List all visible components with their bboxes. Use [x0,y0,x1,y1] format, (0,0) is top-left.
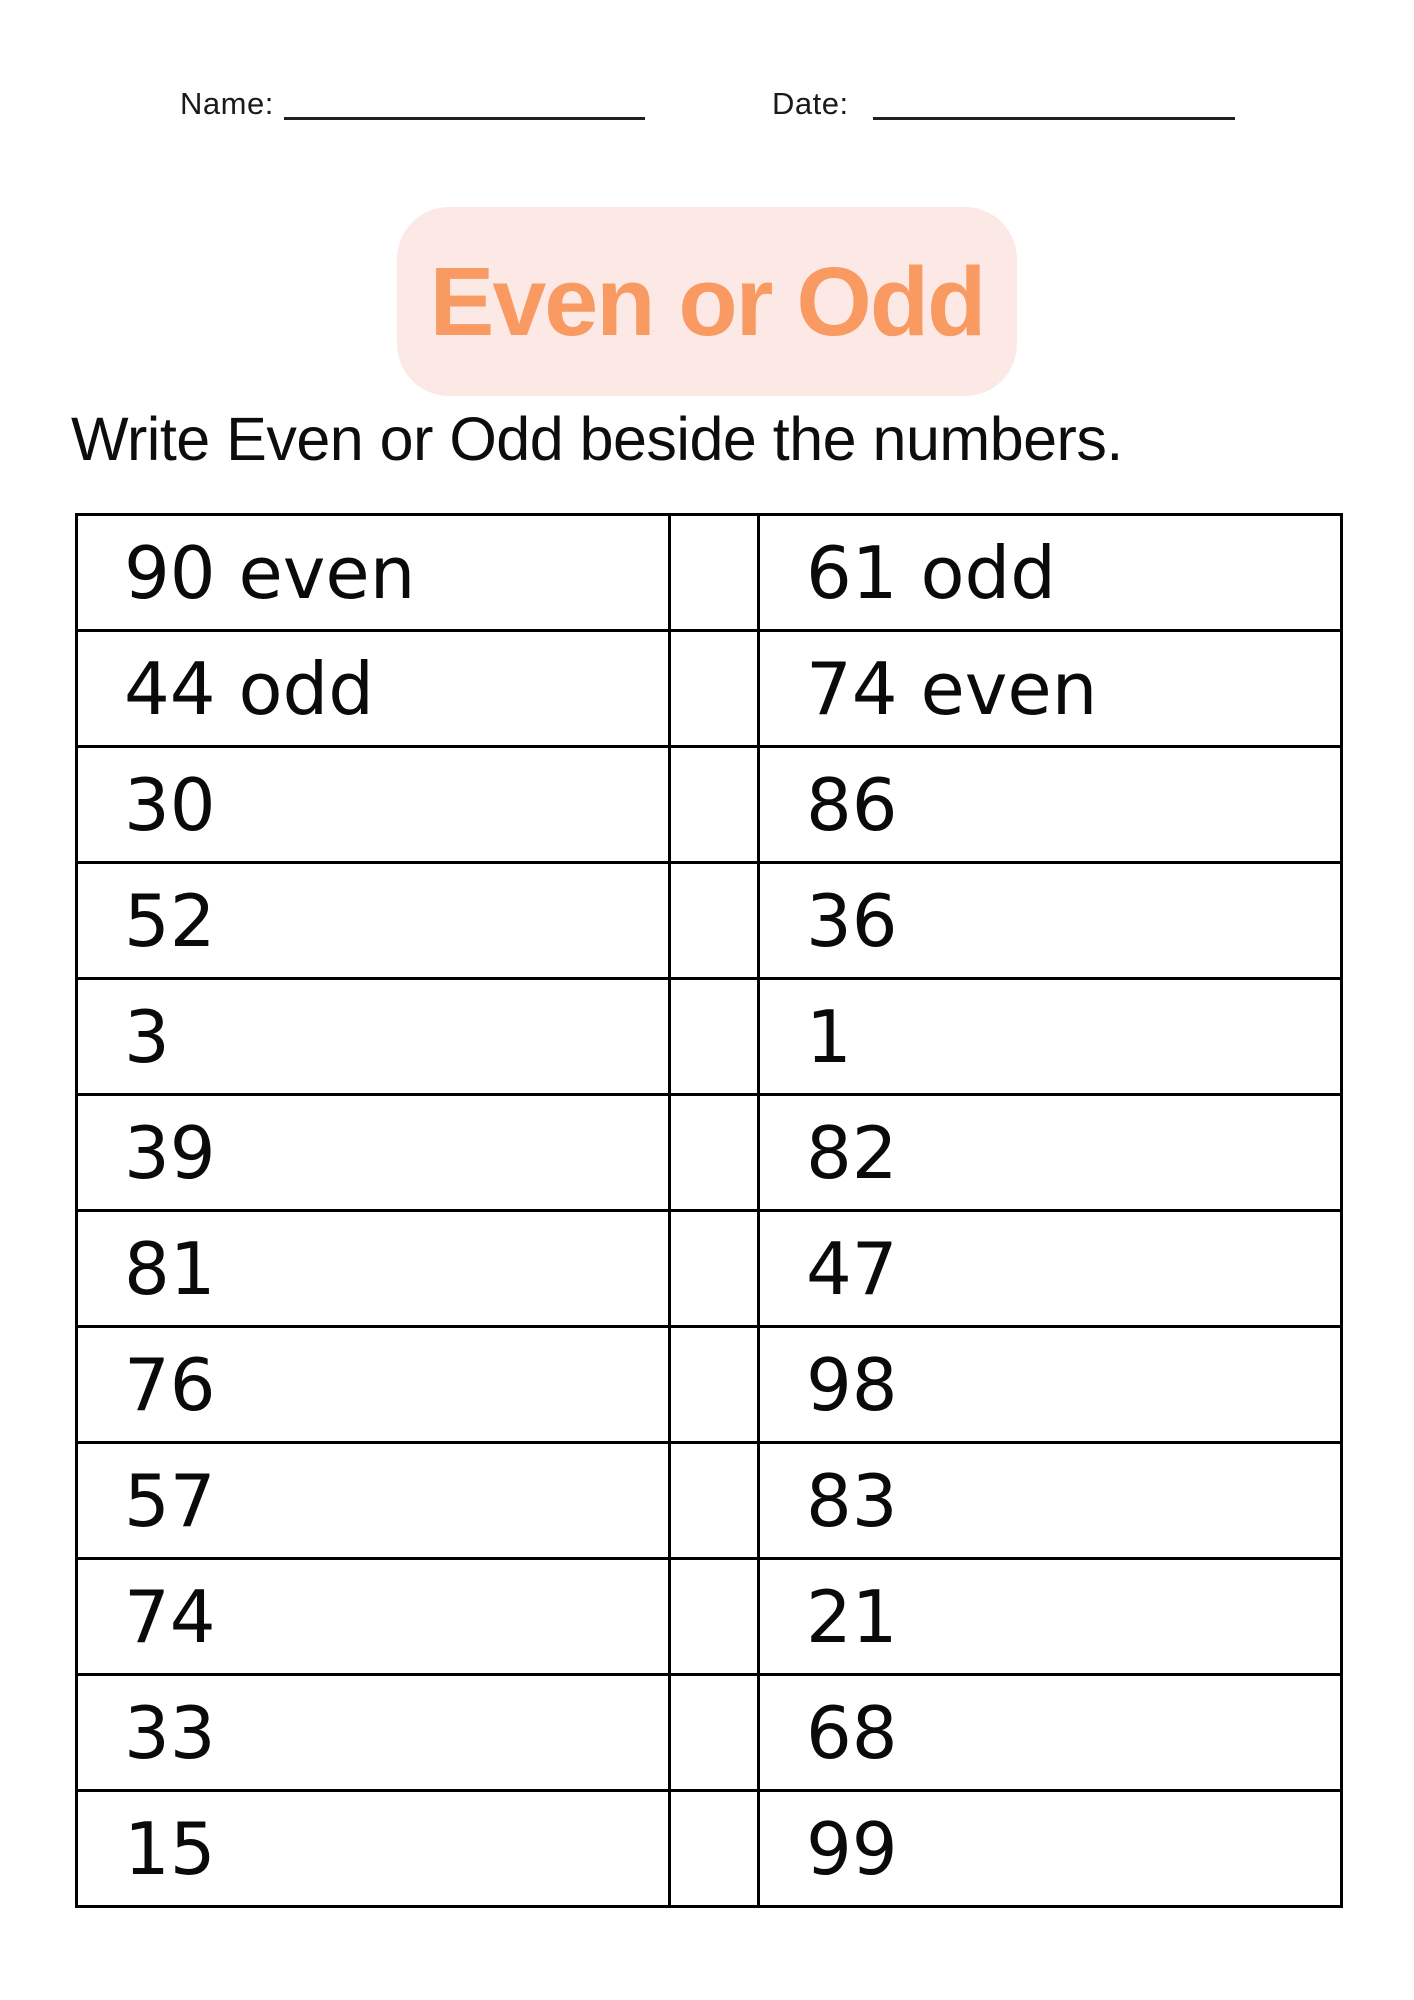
title-banner [397,207,1017,396]
table-row [77,1675,1342,1791]
spacer-cell [670,1559,759,1675]
table-row [77,979,1342,1095]
spacer-cell [670,1675,759,1791]
table-row [77,515,1342,631]
table-row [77,1791,1342,1907]
right-number-cell: 61 odd [759,515,1342,631]
table-row [77,747,1342,863]
table-row [77,863,1342,979]
right-number-cell: 1 [759,979,1342,1095]
date-input-line[interactable] [873,78,1235,120]
spacer-cell [670,747,759,863]
left-number-cell: 81 [77,1211,670,1327]
left-number-cell: 57 [77,1443,670,1559]
page-title: Even or Odd [429,246,985,356]
right-number-cell: 74 even [759,631,1342,747]
right-number-cell: 83 [759,1443,1342,1559]
left-number-cell: 3 [77,979,670,1095]
right-number-cell: 98 [759,1327,1342,1443]
spacer-cell [670,1443,759,1559]
right-number-cell: 47 [759,1211,1342,1327]
left-number-cell: 33 [77,1675,670,1791]
right-number-cell: 21 [759,1559,1342,1675]
spacer-cell [670,1791,759,1907]
instruction-text: Write Even or Odd beside the numbers. [71,405,1123,473]
left-number-cell: 90 even [77,515,670,631]
spacer-cell [670,1095,759,1211]
table-row [77,1443,1342,1559]
right-number-cell: 36 [759,863,1342,979]
right-number-cell: 82 [759,1095,1342,1211]
table-row [77,631,1342,747]
spacer-cell [670,631,759,747]
name-input-line[interactable] [284,78,645,120]
table-row [77,1559,1342,1675]
table-row [77,1095,1342,1211]
left-number-cell: 76 [77,1327,670,1443]
left-number-cell: 74 [77,1559,670,1675]
right-number-cell: 99 [759,1791,1342,1907]
date-label: Date: [772,86,849,121]
right-number-cell: 68 [759,1675,1342,1791]
left-number-cell: 15 [77,1791,670,1907]
left-number-cell: 39 [77,1095,670,1211]
name-label: Name: [180,86,274,121]
table-row [77,1327,1342,1443]
spacer-cell [670,1211,759,1327]
spacer-cell [670,515,759,631]
left-number-cell: 44 odd [77,631,670,747]
spacer-cell [670,863,759,979]
left-number-cell: 52 [77,863,670,979]
right-number-cell: 86 [759,747,1342,863]
left-number-cell: 30 [77,747,670,863]
numbers-table [75,513,1343,1908]
spacer-cell [670,979,759,1095]
table-row [77,1211,1342,1327]
spacer-cell [670,1327,759,1443]
